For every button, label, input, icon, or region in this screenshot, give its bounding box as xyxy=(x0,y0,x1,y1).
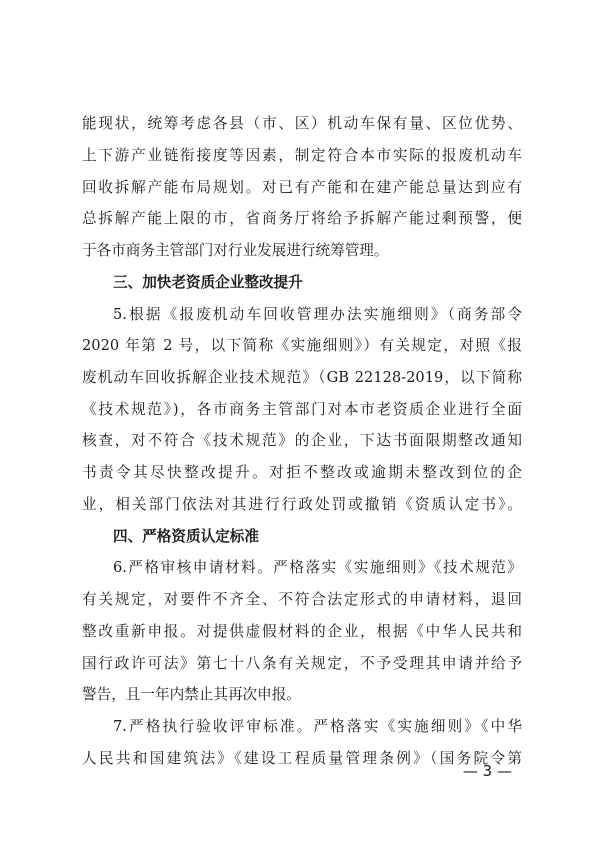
paragraph-line: 有关规定，对要件不齐全、不符合法定形式的申请材料，退回 xyxy=(82,591,522,608)
paragraph-line: 整改重新申报。对提供虚假材料的企业，根据《中华人民共和 xyxy=(82,623,522,640)
paragraph-line: 上下游产业链衔接度等因素，制定符合本市实际的报废机动车 xyxy=(82,147,522,164)
paragraph-line: 书责令其尽快整改提升。对拒不整改或逾期未整改到位的企 xyxy=(82,464,522,481)
section-heading-4: 四、严格资质认定标准 xyxy=(113,528,259,545)
paragraph-line: 能现状，统筹考虑各县（市、区）机动车保有量、区位优势、 xyxy=(82,115,522,132)
paragraph-line: 总拆解产能上限的市，省商务厅将给予拆解产能过剩预警，便 xyxy=(82,210,522,227)
paragraph-line: 《技术规范》)，各市商务主管部门对本市老资质企业进行全面 xyxy=(82,401,522,418)
paragraph-line: 回收拆解产能布局规划。对已有产能和在建产能总量达到应有 xyxy=(82,179,522,196)
paragraph-line: 7.严格执行验收评审标准。严格落实《实施细则》《中华 xyxy=(113,718,522,735)
paragraph-line: 5.根据《报废机动车回收管理办法实施细则》（商务部令 xyxy=(113,306,522,323)
section-heading-3: 三、加快老资质企业整改提升 xyxy=(113,274,303,291)
paragraph-line: 人民共和国建筑法》《建设工程质量管理条例》（国务院令第 xyxy=(82,750,522,767)
paragraph-line: 于各市商务主管部门对行业发展进行统筹管理。 xyxy=(82,242,389,259)
paragraph-line: 6.严格审核申请材料。严格落实《实施细则》《技术规范》 xyxy=(113,559,522,576)
paragraph-line: 核查，对不符合《技术规范》的企业，下达书面限期整改通知 xyxy=(82,432,522,449)
paragraph-line: 2020 年第 2 号，以下简称《实施细则》）有关规定，对照《报 xyxy=(82,337,522,354)
paragraph-line: 警告，且一年内禁止其再次申报。 xyxy=(82,686,301,703)
paragraph-line: 业，相关部门依法对其进行行政处罚或撤销《资质认定书》。 xyxy=(82,496,522,513)
paragraph-line: 国行政许可法》第七十八条有关规定，不予受理其申请并给予 xyxy=(82,655,522,672)
page-number: — 3 — xyxy=(462,762,512,780)
paragraph-line: 废机动车回收拆解企业技术规范》（GB 22128-2019，以下简称 xyxy=(82,369,522,386)
